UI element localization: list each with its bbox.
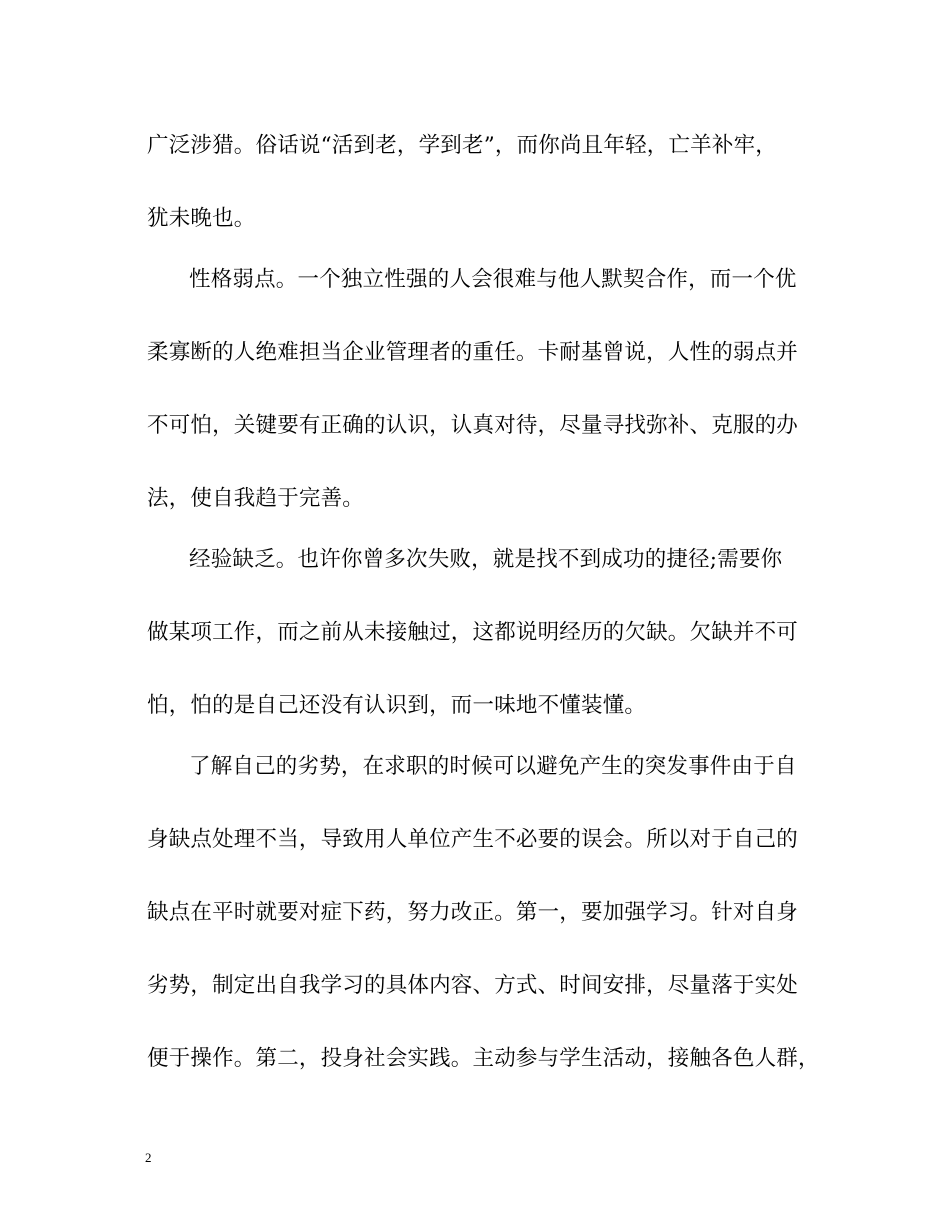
text-line-8: 做某项工作，而之前从未接触过，这都说明经历的欠缺。欠缺并不可 [147,620,799,645]
page-number: 2 [145,1150,152,1165]
text-line-1: 广泛涉猎。俗话说“活到老，学到老”，而你尚且年轻，亡羊补牢， [147,133,777,158]
text-line-10: 了解自己的劣势，在求职的时候可以避免产生的突发事件由于自 [189,754,797,779]
text-line-6: 法，使自我趋于完善。 [147,486,365,511]
text-line-4: 柔寡断的人绝难担当企业管理者的重任。卡耐基曾说，人性的弱点并 [147,340,799,365]
text-line-13: 劣势，制定出自我学习的具体内容、方式、时间安排，尽量落于实处 [147,973,799,998]
text-line-12: 缺点在平时就要对症下药，努力改正。第一，要加强学习。针对自身 [147,900,799,925]
text-line-5: 不可怕，关键要有正确的认识，认真对待，尽量寻找弥补、克服的办 [147,413,799,438]
text-line-14: 便于操作。第二，投身社会实践。主动参与学生活动，接触各色人群， [147,1046,820,1071]
text-line-3: 性格弱点。一个独立性强的人会很难与他人默契合作，而一个优 [189,267,797,292]
text-line-11: 身缺点处理不当，导致用人单位产生不必要的误会。所以对于自己的 [147,827,799,852]
text-line-7: 经验缺乏。也许你曾多次失败，就是找不到成功的捷径;需要你 [189,547,783,572]
text-line-9: 怕，怕的是自己还没有认识到，而一味地不懂装懂。 [147,693,647,718]
text-line-2: 犹未晚也。 [147,206,256,231]
